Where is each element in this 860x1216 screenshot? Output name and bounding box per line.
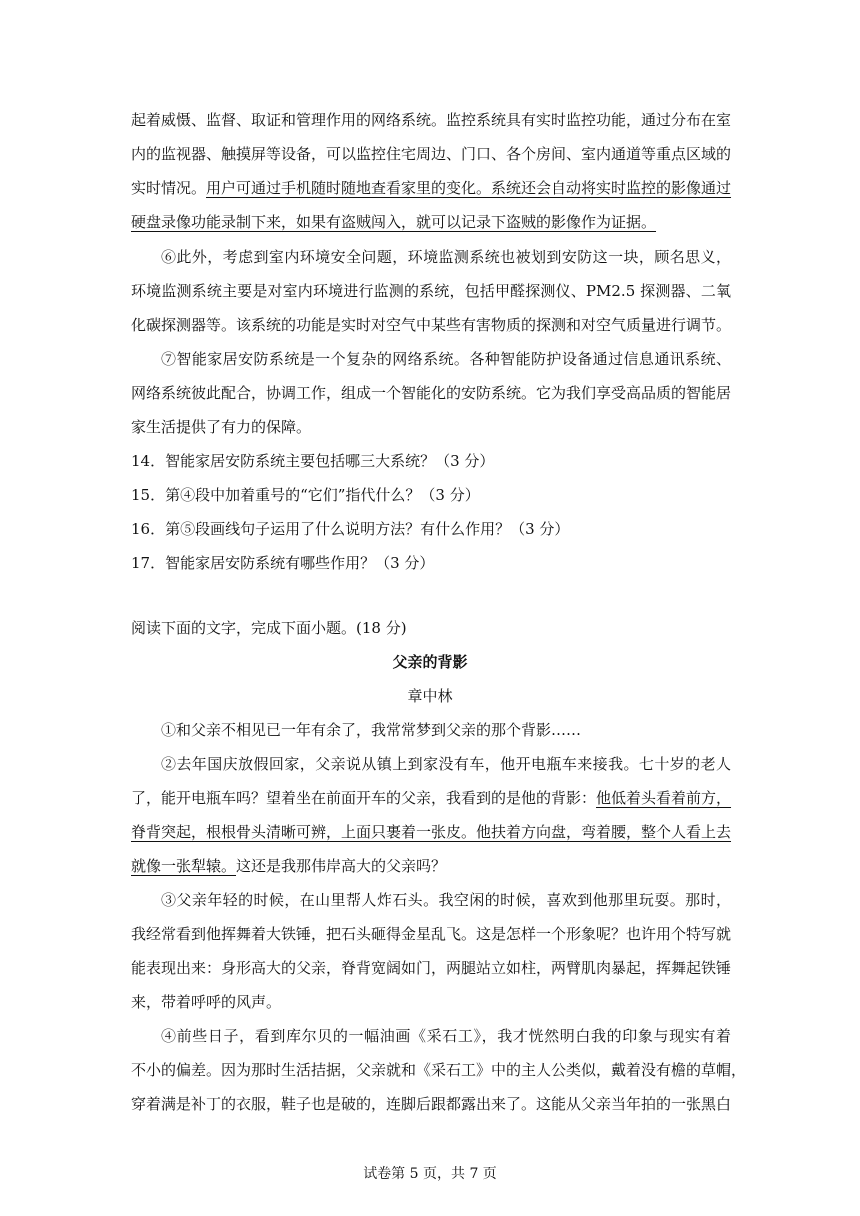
- underlined-segment: 用户可通过手机随时随地查看家里的变化。系统还会自动将实时监控的影像通过: [206, 179, 732, 197]
- underlined-segment: 他低着头看着前方，: [596, 789, 732, 807]
- text-segment: 穿着满是补丁的衣服，鞋子也是破的，连脚后跟都露出来了。这能从父亲当年拍的一张黑白: [131, 1095, 732, 1113]
- text-line: [161, 752, 731, 776]
- text-segment: ①和父亲不相见已一年有余了，我常常梦到父亲的那个背影……: [161, 721, 582, 739]
- text-line: [161, 1024, 731, 1048]
- text-segment: 环境监测系统主要是对室内环境进行监测的系统，包括甲醛探测仪、PM2.5 探测器、二氧: [131, 282, 731, 300]
- text-segment: 这还是我那伟岸高大的父亲吗？: [236, 857, 447, 875]
- text-segment: ④前些日子，看到库尔贝的一幅油画《采石工》，我才恍然明白我的印象与现实有着: [161, 1027, 731, 1045]
- text-line: [161, 245, 731, 269]
- text-segment: 家生活提供了有力的保障。: [131, 418, 312, 436]
- text-segment: ②去年国庆放假回家，父亲说从镇上到家没有车，他开电瓶车来接我。七十岁的老人: [161, 755, 731, 773]
- text-segment: ③父亲年轻的时候，在山里帮人炸石头。我空闲的时候，喜欢到他那里玩耍。那时，: [161, 891, 731, 909]
- text-line: [131, 1092, 731, 1116]
- text-line: [131, 279, 731, 303]
- text-segment: 16．第⑤段画线句子运用了什么说明方法？有什么作用？（3 分）: [131, 520, 570, 538]
- text-segment: 14．智能家居安防系统主要包括哪三大系统？（3 分）: [131, 452, 495, 470]
- text-segment: 15．第④段中加着重号的“它们”指代什么？（3 分）: [131, 486, 480, 504]
- text-segment: 网络系统彼此配合，协调工作，组成一个智能化的安防系统。它为我们享受高品质的智能居: [131, 384, 732, 402]
- text-segment: 父亲的背影: [392, 653, 468, 671]
- article-author: [0, 684, 860, 708]
- text-segment: 起着威慑、监督、取证和管理作用的网络系统。监控系统具有实时监控功能，通过分布在室: [131, 111, 732, 129]
- underlined-segment: 脊背突起，根根骨头清晰可辨，上面只裹着一张皮。他扶着方向盘，弯着腰，整个人看上去: [131, 823, 732, 841]
- text-line: [161, 347, 731, 371]
- text-line: [131, 854, 731, 878]
- page-footer: 试卷第 5 页，共 7 页: [363, 1166, 497, 1182]
- text-line: [161, 718, 731, 742]
- text-line: [131, 551, 731, 575]
- text-line: [131, 483, 731, 507]
- text-line: [161, 888, 731, 912]
- underlined-segment: 硬盘录像功能录制下来，如果有盗贼闯入，就可以记录下盗贼的影像作为证据。: [131, 213, 657, 231]
- text-line: [131, 210, 731, 234]
- text-line: [131, 922, 731, 946]
- text-segment: ⑦智能家居安防系统是一个复杂的网络系统。各种智能防护设备通过信息通讯系统、: [161, 350, 731, 368]
- text-segment: 了，能开电瓶车吗？望着坐在前面开车的父亲，我看到的是他的背影：: [131, 789, 597, 807]
- text-line: [131, 449, 731, 473]
- text-line: [131, 990, 731, 1014]
- text-line: [131, 1058, 747, 1082]
- text-segment: ⑥此外，考虑到室内环境安全问题，环境监测系统也被划到安防这一块，顾名思义，: [161, 248, 731, 266]
- text-line: [131, 313, 731, 337]
- text-segment: 阅读下面的文字，完成下面小题。(18 分): [131, 619, 407, 637]
- text-segment: 能表现出来：身形高大的父亲，脊背宽阔如门，两腿站立如柱，两臂肌肉暴起，挥舞起铁锤: [131, 959, 732, 977]
- text-segment: 来，带着呼呼的风声。: [131, 993, 282, 1011]
- text-line: [131, 616, 731, 640]
- text-segment: 不小的偏差。因为那时生活拮据，父亲就和《采石工》中的主人公类似，戴着没有檐的草帽，: [131, 1061, 747, 1079]
- text-segment: 17．智能家居安防系统有哪些作用？（3 分）: [131, 554, 435, 572]
- text-line: [131, 820, 731, 844]
- text-segment: 化碳探测器等。该系统的功能是实时对空气中某些有害物质的探测和对空气质量进行调节。: [131, 316, 732, 334]
- text-line: [131, 176, 731, 200]
- text-segment: 章中林: [407, 687, 453, 705]
- text-line: [131, 786, 731, 810]
- text-line: [131, 381, 731, 405]
- text-line: [131, 108, 731, 132]
- text-line: [131, 956, 731, 980]
- underlined-segment: 就像一张犁辕。: [131, 857, 237, 875]
- text-segment: 内的监视器、触摸屏等设备，可以监控住宅周边、门口、各个房间、室内通道等重点区域的: [131, 145, 732, 163]
- text-line: [131, 142, 731, 166]
- text-line: [131, 415, 731, 439]
- text-segment: 实时情况。: [131, 179, 207, 197]
- article-title: [0, 650, 860, 674]
- text-segment: 我经常看到他挥舞着大铁锤，把石头砸得金星乱飞。这是怎样一个形象呢？也许用个特写就: [131, 925, 732, 943]
- text-line: [131, 517, 731, 541]
